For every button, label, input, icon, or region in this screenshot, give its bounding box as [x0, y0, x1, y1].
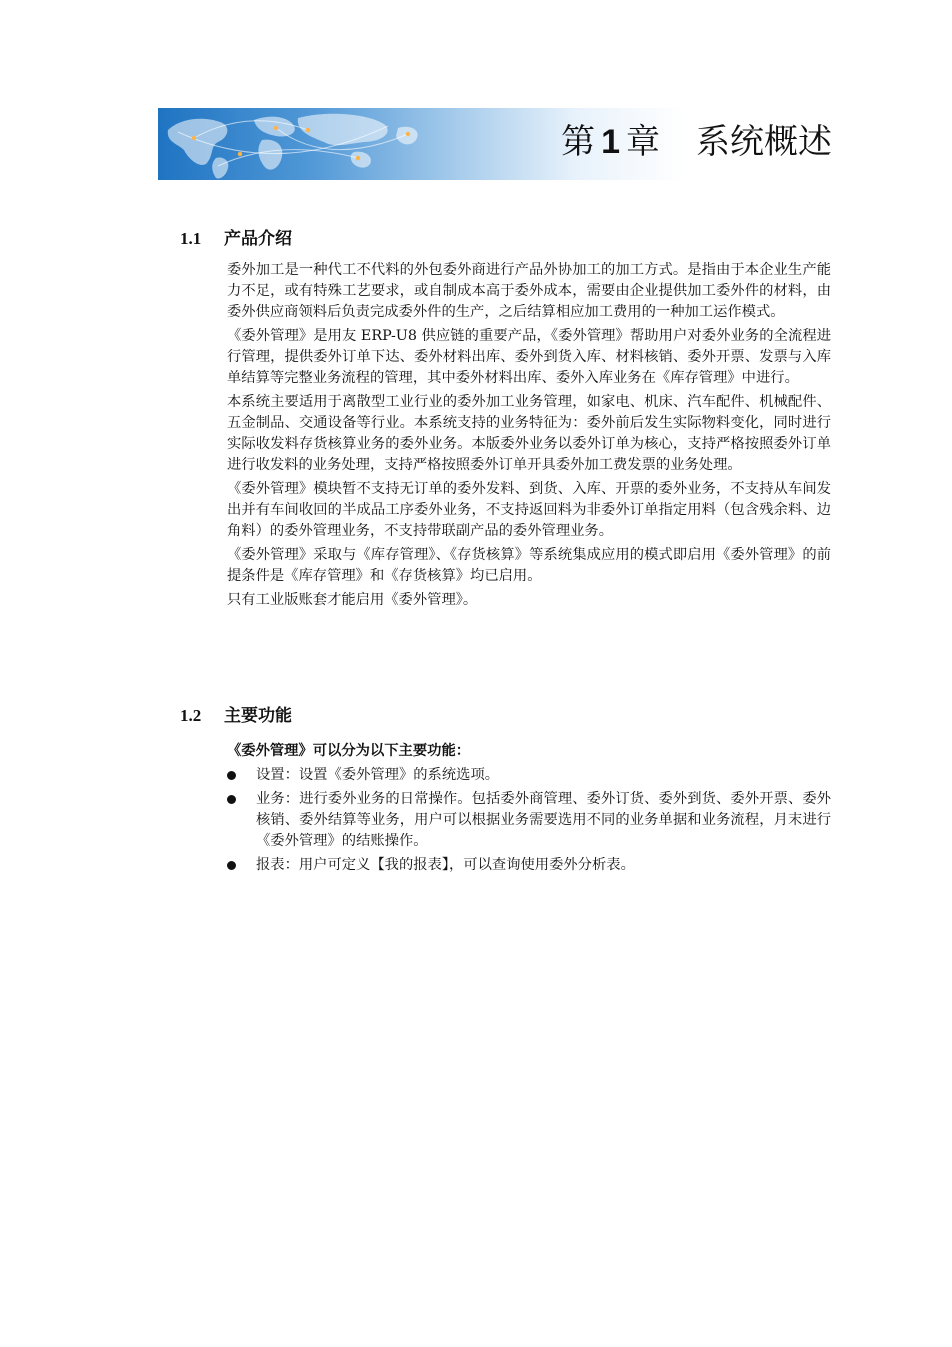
section-heading-1-2 — [180, 705, 292, 727]
paragraph: 只有工业版账套才能启用《委外管理》。 — [227, 592, 478, 608]
section-heading-1-1 — [180, 228, 292, 250]
chapter-suffix: 章 — [626, 122, 660, 162]
function-list — [227, 765, 831, 879]
list-item-text: 设置：设置《委外管理》的系统选项。 — [256, 767, 500, 783]
chapter-number: 1 — [601, 123, 620, 161]
list-item-text: 业务：进行委外业务的日常操作。包括委外商管理、委外订货、委外到货、委外开票、委外核销、委外结算等业务，用户可以根据业务需要选用不同的业务单据和业务流程，月末进行《委外管理》的结账操作。 — [256, 791, 831, 849]
list-item-text: 报表：用户可定义【我的报表】，可以查询使用委外分析表。 — [256, 857, 635, 873]
chapter-prefix: 第 — [561, 122, 596, 162]
list-item — [227, 789, 831, 852]
chapter-name: 系统概述 — [696, 122, 832, 162]
paragraph: 《委外管理》是用友 ERP-U8 供应链的重要产品，《委外管理》帮助用户对委外业务的全流程进行管理，提供委外订单下达、委外材料出库、委外到货入库、材料核销、委外开票、发票与入库单结算等完整业务流程的管理，其中委外材料出库、委外入库业务在《库存管理》中进行。 — [227, 328, 831, 386]
section-number: 1.2 — [180, 706, 202, 725]
section-title: 产品介绍 — [224, 229, 292, 249]
paragraph: 《委外管理》采取与《库存管理》、《存货核算》等系统集成应用的模式即启用《委外管理》的前提条件是《库存管理》和《存货核算》均已启用。 — [227, 547, 831, 584]
chapter-banner — [158, 108, 834, 180]
chapter-title — [561, 120, 832, 164]
section-number: 1.1 — [180, 229, 202, 248]
paragraph: 委外加工是一种代工不代料的外包委外商进行产品外协加工的加工方式。是指由于本企业生产能力不足，或有特殊工艺要求，或自制成本高于委外成本，需要由企业提供加工委外件的材料，由委外供应商领料后负责完成委外件的生产，之后结算相应加工费用的一种加工运作模式。 — [227, 262, 831, 320]
section-title: 主要功能 — [224, 706, 292, 726]
bullet-icon — [227, 771, 236, 780]
functions-intro: 《委外管理》可以分为以下主要功能： — [227, 743, 471, 759]
list-item — [227, 855, 831, 876]
paragraph: 《委外管理》模块暂不支持无订单的委外发料、到货、入库、开票的委外业务，不支持从车间发出并有车间收回的半成品工序委外业务，不支持返回料为非委外订单指定用料（包含残余料、边角料）的委外管理业务，不支持带联副产品的委外管理业务。 — [227, 481, 831, 539]
list-item — [227, 765, 831, 786]
paragraph: 本系统主要适用于离散型工业行业的委外加工业务管理，如家电、机床、汽车配件、机械配件、五金制品、交通设备等行业。本系统支持的业务特征为：委外前后发生实际物料变化，同时进行实际收发料存货核算业务的委外业务。本版委外业务以委外订单为核心，支持严格按照委外订单进行收发料的业务处理，支持严格按照委外订单开具委外加工费发票的业务处理。 — [227, 394, 831, 473]
bullet-icon — [227, 861, 236, 870]
product-intro-body — [227, 260, 831, 614]
world-map-icon — [158, 108, 498, 180]
bullet-icon — [227, 795, 236, 804]
